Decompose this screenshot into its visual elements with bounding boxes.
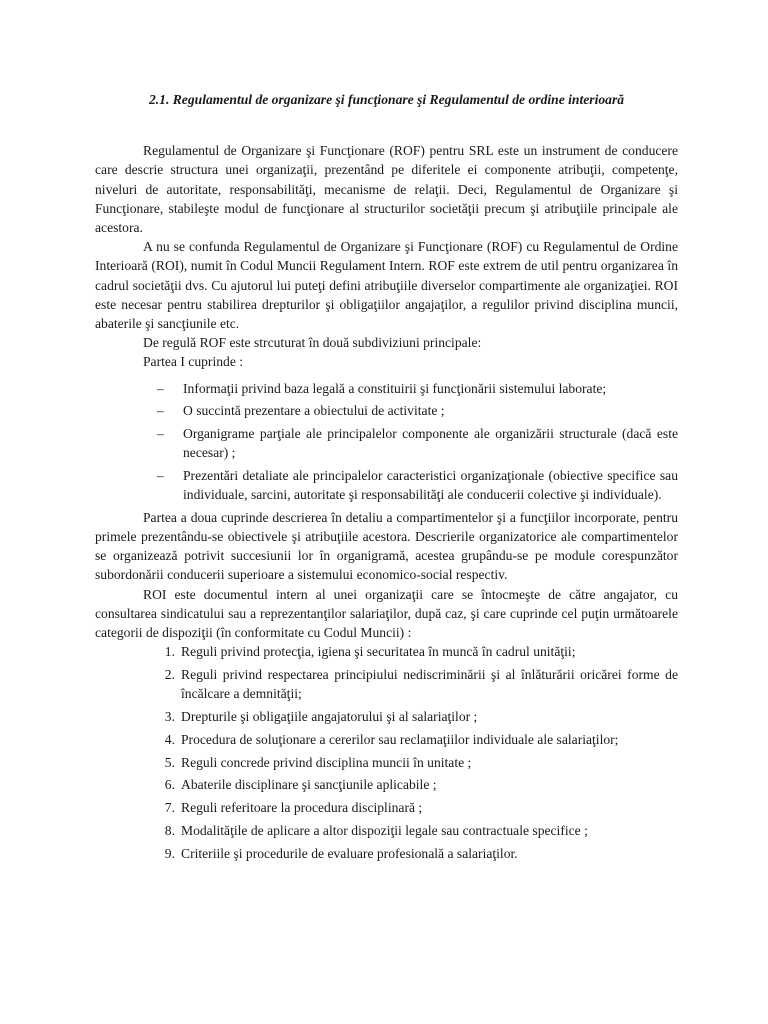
- paragraph-roi: ROI este documentul intern al unei organizaţii care se întocmeşte de către angajator, cu consultarea sindicatului sau a reprezentanţilor salariaţilor, după caz, şi care cuprinde cel puţin următoarele categorii de dispoziţii (în conformitate cu Codul Muncii) :: [95, 586, 678, 641]
- list-item: [164, 844, 678, 863]
- list-number: 5.: [164, 754, 175, 770]
- list-item-text: Reguli privind protecţia, igiena şi securitatea în muncă în cadrul unităţii;: [181, 644, 576, 660]
- list-item-text: Modalităţile de aplicare a altor dispoziţii legale sau contractuale specifice ;: [181, 823, 588, 839]
- list-number: 6.: [164, 777, 175, 793]
- document-body: [95, 90, 678, 867]
- paragraph-structure: De regulă ROF este strcuturat în două subdiviziuni principale:: [143, 335, 482, 351]
- paragraph-part2: Partea a doua cuprinde descrierea în detaliu a compartimentelor şi a funcţiilor incorporate, pentru primele prezentându-se obiectivele şi atribuţiile acestora. Descrierile organizatorice ale compartimentelor se organizează potrivit succesiunii lor în organigramă, acestea grupându-se pe module corespunzător subordonării conducerii superioare a sistemului economico-social respectiv.: [95, 509, 678, 583]
- list-item-text: Organigrame parţiale ale principalelor componente ale organizării structurale (dacă este necesar) ;: [183, 426, 678, 461]
- roi-list: [95, 642, 678, 863]
- paragraph-part1-heading: Partea I cuprinde :: [143, 354, 244, 370]
- list-number: 1.: [164, 644, 175, 660]
- list-item: [157, 379, 678, 398]
- part1-list: [95, 379, 678, 505]
- list-item: [164, 707, 678, 726]
- list-item-text: Abaterile disciplinare şi sancţiunile aplicabile ;: [181, 777, 437, 793]
- list-number: 4.: [164, 731, 175, 747]
- list-item-text: Reguli concrede privind disciplina muncii în unitate ;: [181, 754, 472, 770]
- paragraph-rof-vs-roi: A nu se confunda Regulamentul de Organizare şi Funcţionare (ROF) cu Regulamentul de Ordine Interioară (ROI), numit în Codul Muncii Regulament Intern. ROF este extrem de util pentru organizarea în cadrul societăţii dvs. Cu ajutorul lui puteţi defini atribuţiile diverselor compartimente ale organizaţiei. ROI este necesar pentru stabilirea drepturilor şi obligaţiilor angajaţilor, a regulilor privind disciplina muncii, abaterile şi sancţiunile etc.: [95, 239, 678, 332]
- list-item: [157, 424, 678, 462]
- list-item: [164, 775, 678, 794]
- list-item: [164, 642, 678, 661]
- list-number: 3.: [164, 709, 175, 725]
- list-item: [164, 821, 678, 840]
- list-item-text: O succintă prezentare a obiectului de activitate ;: [183, 403, 445, 419]
- dash-marker: –: [157, 426, 164, 442]
- list-number: 9.: [164, 845, 175, 861]
- list-item: [164, 753, 678, 772]
- list-item-text: Prezentări detaliate ale principalelor caracteristici organizaţionale (obiective specifice sau individuale, sarcini, autoritate şi responsabilităţi ale conducerii colective şi individuale).: [183, 467, 678, 503]
- dash-marker: –: [157, 380, 164, 396]
- list-item: [164, 798, 678, 817]
- paragraph-rof-definition: Regulamentul de Organizare şi Funcţionare (ROF) pentru SRL este un instrument de conducere care descrie structura unei organizaţii, prezentând pe diferitele ei componente atribuţii, competenţe, niveluri de autoritate, responsabilităţi, mecanisme de relaţii. Deci, Regulamentul de Organizare şi Funcţionare, stabileşte modul de funcţionare al structurilor societăţii precum şi atribuţiile principale ale acestora.: [95, 143, 678, 236]
- list-item-text: Reguli privind respectarea principiului nediscriminării şi al înlăturării oricărei forme de încălcare a demnităţii;: [181, 667, 678, 702]
- list-item-text: Criteriile şi procedurile de evaluare profesională a salariaţilor.: [181, 845, 518, 861]
- list-item-text: Procedura de soluţionare a cererilor sau reclamaţiilor individuale ale salariaţilor;: [181, 731, 619, 747]
- list-number: 7.: [164, 800, 175, 816]
- list-item: [157, 466, 678, 504]
- section-title: 2.1. Regulamentul de organizare şi funcţionare şi Regulamentul de ordine interioară: [148, 92, 625, 107]
- dash-marker: –: [157, 467, 164, 483]
- list-number: 2.: [164, 667, 175, 683]
- list-item: [164, 730, 678, 749]
- list-item: [157, 401, 678, 420]
- list-item-text: Drepturile şi obligaţiile angajatorului şi al salariaţilor ;: [181, 709, 478, 725]
- list-item-text: Reguli referitoare la procedura disciplinară ;: [181, 800, 423, 816]
- dash-marker: –: [157, 403, 164, 419]
- list-item-text: Informaţii privind baza legală a constituirii şi funcţionării sistemului laborate;: [183, 380, 607, 396]
- list-number: 8.: [164, 823, 175, 839]
- list-item: [164, 665, 678, 703]
